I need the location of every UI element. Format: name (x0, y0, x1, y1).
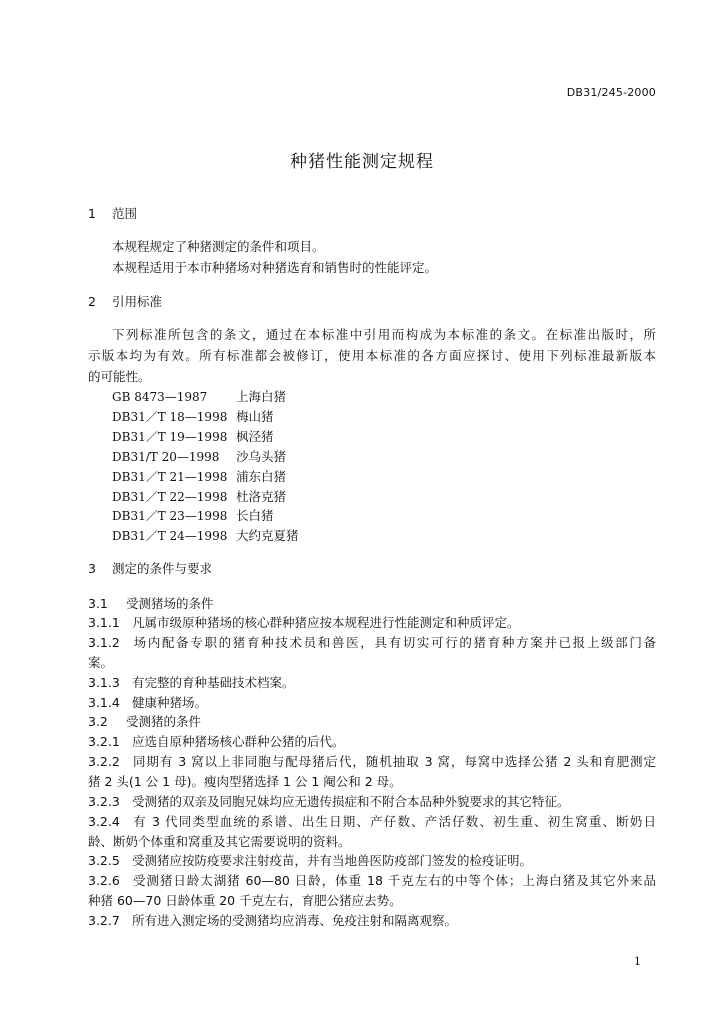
section-title: 测定的条件与要求 (111, 561, 212, 576)
clause-number: 3.2.7 (88, 913, 120, 928)
clause-number: 3.2.2 (88, 754, 120, 769)
paragraph-line: 下列标准所包含的条文，通过在本标准中引用而构成为本标准的条文。在标准出版时，所 (112, 327, 656, 342)
clause-text: 受测猪日龄太湖猪 60—80 日龄，体重 18 千克左右的中等个体；上海白猪及其它外来品 (132, 873, 656, 888)
section-number: 1 (88, 206, 96, 221)
clause-3-2-6 (88, 873, 656, 889)
section-number: 3 (88, 561, 96, 576)
reference-name: 杜洛克猪 (236, 489, 287, 504)
clause-text: 有 3 代同类型血统的系谱、出生日期、产仔数、产活仔数、初生重、初生窝重、断奶日 (132, 814, 656, 829)
document-title: 种猪性能测定规程 (290, 152, 434, 172)
clause-number: 3.1.4 (88, 695, 120, 710)
clause-number: 3.1.1 (88, 615, 120, 630)
section-3-heading (88, 561, 212, 577)
reference-name: 沙乌头猪 (236, 449, 287, 464)
clause-continuation: 案。 (88, 655, 114, 670)
paragraph-line: 示版本均为有效。所有标准都会被修订，使用本标准的各方面应探讨、使用下列标准最新版本 (88, 348, 656, 363)
clause-text: 所有进入测定场的受测猪均应消毒、免疫注射和隔离观察。 (132, 913, 458, 928)
paragraph: 本规程规定了种猪测定的条件和项目。 (112, 239, 325, 254)
clause-text: 应选自原种猪场核心群种公猪的后代。 (132, 734, 345, 749)
reference-code: DB31／T 19—1998 (112, 430, 228, 444)
reference-name: 浦东白猪 (236, 469, 287, 484)
clause-number: 3.2.6 (88, 873, 120, 888)
clause-text: 受测猪的双亲及同胞兄妹均应无遗传损症和不附合本品种外貌要求的其它特征。 (132, 794, 570, 809)
reference-name: 枫泾猪 (236, 429, 274, 444)
reference-code: DB31/T 20—1998 (112, 450, 220, 464)
section-title: 范围 (111, 206, 137, 221)
clause-number: 3.2.3 (88, 794, 120, 809)
clause-continuation: 龄、断奶个体重和窝重及其它需要说明的资料。 (88, 834, 351, 849)
clause-text: 有完整的育种基础技术档案。 (132, 675, 295, 690)
reference-name: 梅山猪 (236, 409, 274, 424)
subsection-3-2-heading (88, 714, 201, 730)
reference-code: GB 8473—1987 (112, 390, 208, 404)
reference-code: DB31／T 18—1998 (112, 410, 228, 424)
reference-code: DB31／T 24—1998 (112, 529, 228, 543)
subsection-title: 受测猪场的条件 (125, 596, 214, 611)
clause-text: 受测猪应按防疫要求注射疫苗，并有当地兽医防疫部门签发的检疫证明。 (132, 853, 533, 868)
clause-3-2-1 (88, 734, 345, 750)
clause-number: 3.2.5 (88, 853, 120, 868)
section-title: 引用标准 (111, 294, 162, 309)
subsection-title: 受测猪的条件 (125, 714, 201, 729)
reference-name: 长白猪 (236, 508, 274, 523)
clause-text: 场内配备专职的猪育种技术员和兽医，具有切实可行的猪育种方案并已报上级部门备 (132, 635, 656, 650)
subsection-3-1-heading (88, 596, 214, 612)
reference-name: 上海白猪 (236, 389, 287, 404)
document-code: DB31/245-2000 (566, 86, 656, 99)
paragraph-line: 的可能性。 (88, 369, 151, 384)
clause-3-2-3 (88, 794, 570, 810)
subsection-number: 3.2 (88, 714, 108, 729)
reference-code: DB31／T 23—1998 (112, 509, 228, 523)
clause-number: 3.2.4 (88, 814, 120, 829)
clause-number: 3.1.3 (88, 675, 120, 690)
clause-continuation: 种猪 60—70 日龄体重 20 千克左右，育肥公猪应去势。 (88, 893, 402, 908)
clause-text: 同期有 3 窝以上非同胞与配母猪后代，随机抽取 3 窝，每窝中选择公猪 2 头和育肥测定 (132, 754, 656, 769)
page-number: 1 (634, 955, 641, 968)
clause-3-1-1 (88, 615, 520, 631)
clause-3-1-4 (88, 695, 207, 711)
subsection-number: 3.1 (88, 596, 108, 611)
clause-3-1-2 (88, 635, 656, 651)
reference-name: 大约克夏猪 (236, 528, 299, 543)
clause-text: 健康种猪场。 (132, 695, 208, 710)
clause-3-2-5 (88, 853, 532, 869)
clause-number: 3.1.2 (88, 635, 120, 650)
clause-continuation: 猪 2 头(1 公 1 母)。瘦肉型猪选择 1 公 1 阉公和 2 母。 (88, 774, 402, 789)
clause-3-1-3 (88, 675, 295, 691)
section-1-heading (88, 206, 137, 222)
clause-text: 凡属市级原种猪场的核心群种猪应按本规程进行性能测定和种质评定。 (132, 615, 520, 630)
section-number: 2 (88, 294, 96, 309)
reference-code: DB31／T 22—1998 (112, 490, 228, 504)
clause-3-2-4 (88, 814, 656, 830)
clause-3-2-2 (88, 754, 656, 770)
reference-code: DB31／T 21—1998 (112, 470, 228, 484)
paragraph: 本规程适用于本市种猪场对种猪选育和销售时的性能评定。 (112, 260, 438, 275)
clause-number: 3.2.1 (88, 734, 120, 749)
section-2-heading (88, 294, 162, 310)
clause-3-2-7 (88, 913, 457, 929)
